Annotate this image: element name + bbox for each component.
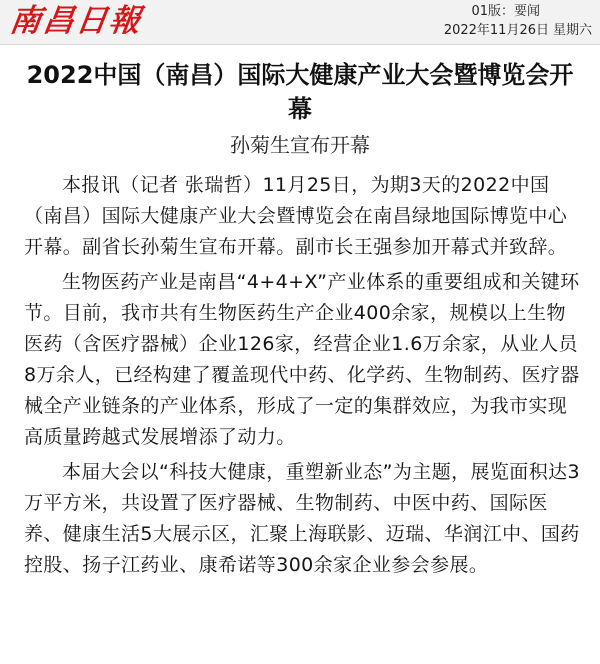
edition-label: 01版：要闻 — [471, 4, 540, 19]
masthead — [0, 0, 600, 45]
article-paragraph: 本报讯（记者 张瑞哲）11月25日，为期3天的2022中国（南昌）国际大健康产业大会暨博览会在南昌绿地国际博览中心开幕。副省长孙菊生宣布开幕。副市长王强参加开幕式并致辞。 — [24, 174, 568, 258]
article-paragraph: 生物医药产业是南昌“4+4+X”产业体系的重要组成和关键环节。目前，我市共有生物医药生产企业400余家，规模以上生物医药（含医疗器械）企业126家，经营企业1.6万余家，从业人员8万余人，已经构建了覆盖现代中药、化学药、生物制药、医疗器械全产业链条的产业体系，形成了一定的集群效应，为我市实现高质量跨越式发展增添了动力。 — [24, 271, 580, 448]
article-paragraph: 本届大会以“科技大健康，重塑新业态”为主题，展览面积达3万平方米，共设置了医疗器械、生物制药、中医中药、国际医养、健康生活5大展示区，汇聚上海联影、迈瑞、华润江中、国药控股、扬子江药业、康希诺等300余家企业参会参展。 — [24, 461, 580, 576]
article-subhead: 孙菊生宣布开幕 — [230, 133, 370, 157]
weekday-text: 星期六 — [552, 23, 592, 38]
article-body — [24, 170, 580, 581]
date-text: 2022年11月26日 — [443, 23, 549, 38]
article-headline: 2022中国（南昌）国际大健康产业大会暨博览会开幕 — [26, 61, 574, 123]
issue-date — [444, 22, 592, 40]
article — [0, 58, 600, 585]
newspaper-logo: 南昌日報 — [7, 3, 145, 39]
